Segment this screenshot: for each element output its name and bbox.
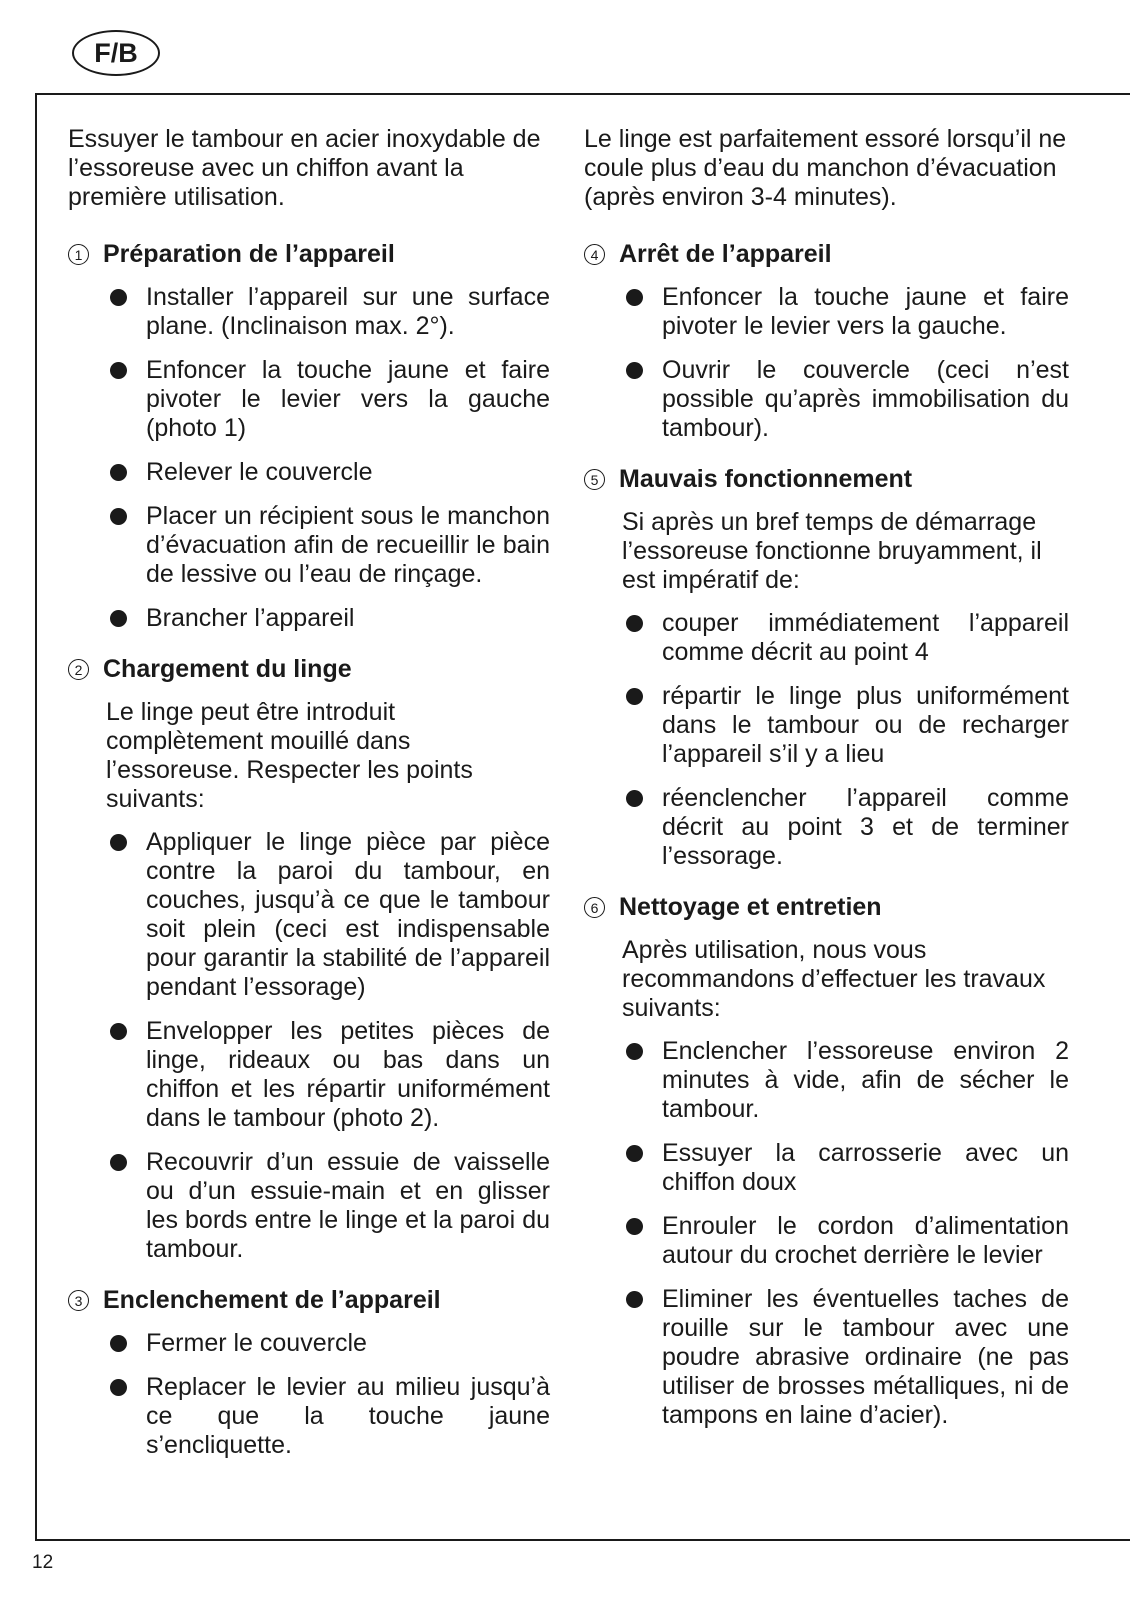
- bullet-icon: [110, 508, 127, 525]
- bullet-icon: [110, 1379, 127, 1396]
- list-item: Eliminer les éventuelles taches de rouille sur le tambour avec une poudre abrasive ordinaire (ne pas utiliser de brosses métalliques, ni de tampons en laine d’acier).: [584, 1285, 1069, 1430]
- circled-number-icon: 6: [584, 897, 605, 918]
- page-number: 12: [32, 1552, 54, 1573]
- list-item: Ouvrir le couvercle (ceci n’est possible qu’après immobilisation du tambour).: [584, 356, 1069, 443]
- list-item: Enrouler le cordon d’alimentation autour du crochet derrière le levier: [584, 1212, 1069, 1270]
- bullet-icon: [626, 1218, 643, 1235]
- bullet-list: [584, 283, 1069, 443]
- bullet-icon: [110, 1335, 127, 1352]
- bullet-icon: [110, 1154, 127, 1171]
- bullet-icon: [626, 1291, 643, 1308]
- bullet-icon: [110, 464, 127, 481]
- section-3: [68, 1286, 550, 1460]
- right-intro: Le linge est parfaitement essoré lorsqu’il ne coule plus d’eau du manchon d’évacuation (après environ 3-4 minutes).: [584, 125, 1067, 211]
- section-paragraph: Si après un bref temps de démarrage l’essoreuse fonctionne bruyamment, il est impératif de:: [622, 508, 1042, 594]
- section-heading: [68, 1286, 550, 1315]
- list-item: Placer un récipient sous le manchon d’évacuation afin de recueillir le bain de lessive ou l’eau de rinçage.: [68, 502, 550, 589]
- bullet-icon: [110, 834, 127, 851]
- list-item: réenclencher l’appareil comme décrit au point 3 et de terminer l’essorage.: [584, 784, 1069, 871]
- bullet-list: [584, 609, 1069, 871]
- bullet-icon: [626, 1145, 643, 1162]
- bullet-icon: [626, 1043, 643, 1060]
- left-intro: Essuyer le tambour en acier inoxydable de l’essoreuse avec un chiffon avant la première utilisation.: [68, 125, 541, 211]
- list-item: Appliquer le linge pièce par pièce contre la paroi du tambour, en couches, jusqu’à ce que le tambour soit plein (ceci est indispensable pour garantir la stabilité de l’appareil pendant l’essorage): [68, 828, 550, 1002]
- section-paragraph: Après utilisation, nous vous recommandons d’effectuer les travaux suivants:: [622, 936, 1046, 1022]
- bullet-icon: [110, 362, 127, 379]
- section-5: [584, 465, 1069, 871]
- list-item: Envelopper les petites pièces de linge, rideaux ou bas dans un chiffon et les répartir uniformément dans le tambour (photo 2).: [68, 1017, 550, 1133]
- section-title: Arrêt de l’appareil: [619, 240, 832, 268]
- section-title: Préparation de l’appareil: [103, 240, 395, 268]
- circled-number-icon: 5: [584, 469, 605, 490]
- list-item: Enfoncer la touche jaune et faire pivoter le levier vers la gauche (photo 1): [68, 356, 550, 443]
- list-item: couper immédiatement l’appareil comme décrit au point 4: [584, 609, 1069, 667]
- list-item: Installer l’appareil sur une surface plane. (Inclinaison max. 2°).: [68, 283, 550, 341]
- section-title: Nettoyage et entretien: [619, 893, 882, 921]
- list-item: Replacer le levier au milieu jusqu’à ce que la touche jaune s’encliquette.: [68, 1373, 550, 1460]
- bullet-icon: [626, 688, 643, 705]
- bullet-list: [68, 283, 550, 633]
- list-item: répartir le linge plus uniformément dans le tambour ou de recharger l’appareil s’il y a lieu: [584, 682, 1069, 769]
- bullet-icon: [626, 362, 643, 379]
- bullet-icon: [110, 610, 127, 627]
- list-item: Enclencher l’essoreuse environ 2 minutes à vide, afin de sécher le tambour.: [584, 1037, 1069, 1124]
- section-heading: [584, 893, 1069, 922]
- circled-number-icon: 4: [584, 244, 605, 265]
- list-item: Fermer le couvercle: [68, 1329, 550, 1358]
- list-item: Essuyer la carrosserie avec un chiffon doux: [584, 1139, 1069, 1197]
- list-item: Brancher l’appareil: [68, 604, 550, 633]
- bullet-icon: [110, 1023, 127, 1040]
- left-column: [68, 125, 550, 1482]
- section-4: [584, 240, 1069, 443]
- list-item: Enfoncer la touche jaune et faire pivoter le levier vers la gauche.: [584, 283, 1069, 341]
- circled-number-icon: 2: [68, 659, 89, 680]
- section-heading: [584, 240, 1069, 269]
- section-6: [584, 893, 1069, 1430]
- section-heading: [68, 240, 550, 269]
- section-2: [68, 655, 550, 1264]
- circled-number-icon: 3: [68, 1290, 89, 1311]
- bullet-icon: [626, 289, 643, 306]
- section-title: Chargement du linge: [103, 655, 352, 683]
- section-title: Mauvais fonctionnement: [619, 465, 913, 493]
- list-item: Recouvrir d’un essuie de vaisselle ou d’un essuie-main et en glisser les bords entre le linge et la paroi du tambour.: [68, 1148, 550, 1264]
- bullet-icon: [626, 615, 643, 632]
- bullet-list: [68, 828, 550, 1264]
- bullet-icon: [110, 289, 127, 306]
- bullet-list: [584, 1037, 1069, 1430]
- circled-number-icon: 1: [68, 244, 89, 265]
- section-1: [68, 240, 550, 633]
- section-paragraph: Le linge peut être introduit complètement mouillé dans l’essoreuse. Respecter les points suivants:: [106, 698, 473, 813]
- right-column: [584, 125, 1069, 1452]
- section-heading: [68, 655, 550, 684]
- list-item: Relever le couvercle: [68, 458, 550, 487]
- section-heading: [584, 465, 1069, 494]
- bullet-icon: [626, 790, 643, 807]
- language-badge: F/B: [72, 30, 160, 76]
- bullet-list: [68, 1329, 550, 1460]
- section-title: Enclenchement de l’appareil: [103, 1286, 441, 1314]
